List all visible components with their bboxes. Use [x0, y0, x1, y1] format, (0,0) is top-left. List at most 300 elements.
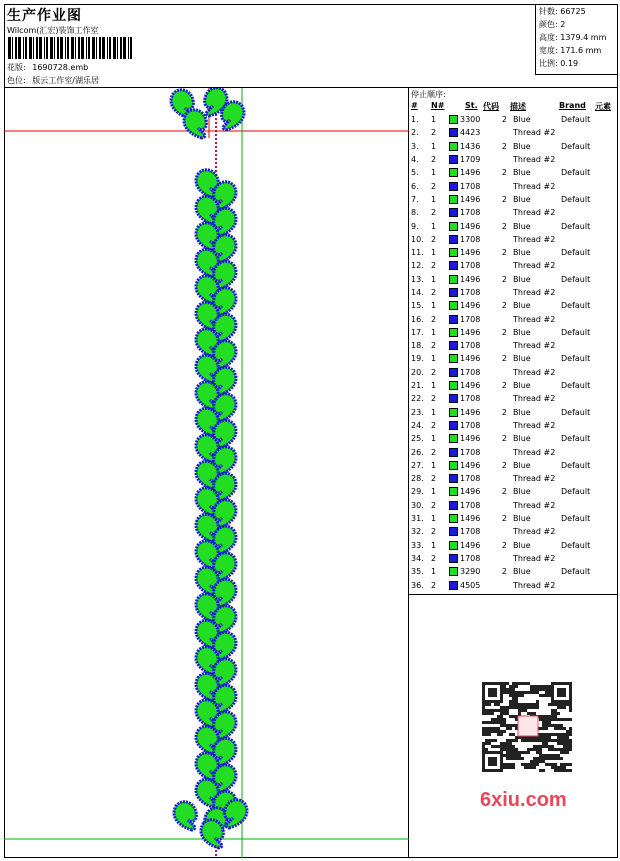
qr-module	[500, 769, 503, 772]
qr-module	[563, 691, 566, 694]
row-number: 6.	[411, 181, 419, 191]
col-header-element: 元素	[595, 102, 611, 111]
row-brand: Default	[561, 274, 591, 284]
row-description: Thread #2	[513, 474, 556, 484]
row-code	[483, 233, 513, 246]
qr-module	[569, 769, 572, 772]
qr-module	[509, 745, 512, 748]
qr-module	[551, 718, 554, 721]
qr-module	[509, 727, 512, 730]
qr-module	[506, 691, 509, 694]
qr-module	[569, 742, 572, 745]
qr-module	[503, 706, 506, 709]
qr-module	[551, 745, 554, 748]
row-needle: 2	[431, 261, 437, 271]
qr-module	[512, 733, 515, 736]
qr-module	[563, 718, 566, 721]
table-row	[409, 565, 603, 578]
row-description: Blue	[513, 540, 531, 550]
qr-module	[542, 739, 545, 742]
qr-module	[569, 703, 572, 706]
qr-module	[491, 730, 494, 733]
qr-module	[500, 694, 503, 697]
color-swatch	[449, 115, 458, 124]
qr-module	[521, 682, 524, 685]
color-swatch	[449, 195, 458, 204]
row-needle: 1	[431, 194, 437, 204]
row-description: Blue	[513, 194, 531, 204]
row-description: Blue	[513, 274, 531, 284]
qr-module	[548, 736, 551, 739]
qr-module	[539, 688, 542, 691]
barcode-bar	[109, 37, 111, 59]
design-preview-panel	[4, 88, 409, 858]
qr-module	[533, 712, 536, 715]
qr-module	[557, 718, 560, 721]
qr-module	[557, 694, 560, 697]
row-number: 34.	[411, 553, 424, 563]
table-row	[409, 166, 603, 179]
qr-module	[506, 712, 509, 715]
barcode-bar	[44, 37, 45, 59]
row-needle: 1	[431, 460, 437, 470]
row-number: 30.	[411, 500, 424, 510]
row-needle: 2	[431, 447, 437, 457]
qr-module	[506, 751, 509, 754]
qr-module	[548, 748, 551, 751]
qr-module	[482, 709, 485, 712]
qr-module	[500, 709, 503, 712]
qr-module	[509, 691, 512, 694]
barcode-bar	[12, 37, 13, 59]
row-brand: Default	[561, 540, 591, 550]
qr-module	[491, 688, 494, 691]
qr-module	[509, 688, 512, 691]
qr-module	[527, 703, 530, 706]
qr-module	[551, 691, 554, 694]
qr-module	[557, 754, 560, 757]
row-stitches: 1496	[460, 434, 481, 444]
row-needle: 2	[431, 181, 437, 191]
qr-module	[509, 694, 512, 697]
qr-module	[482, 721, 485, 724]
qr-module	[569, 694, 572, 697]
qr-module	[509, 748, 512, 751]
qr-module	[527, 706, 530, 709]
qr-module	[569, 697, 572, 700]
qr-module	[500, 751, 503, 754]
row-stitches: 1708	[460, 341, 481, 351]
qr-module	[488, 769, 491, 772]
row-description: Thread #2	[513, 341, 556, 351]
barcode-bar	[54, 37, 55, 59]
qr-module	[482, 766, 485, 769]
qr-module	[569, 706, 572, 709]
panel-divider	[409, 594, 618, 595]
design-value: 1690728.emb	[32, 63, 89, 72]
qr-module	[542, 727, 545, 730]
qr-module	[482, 727, 485, 730]
row-description: Blue	[513, 407, 531, 417]
qr-module	[503, 721, 506, 724]
qr-module	[515, 754, 518, 757]
qr-module	[563, 739, 566, 742]
qr-module	[542, 757, 545, 760]
row-description: Thread #2	[513, 261, 556, 271]
qr-module	[533, 703, 536, 706]
qr-module	[500, 724, 503, 727]
qr-module	[491, 682, 494, 685]
row-description: Blue	[513, 168, 531, 178]
row-stitches: 1496	[460, 487, 481, 497]
qr-module	[548, 745, 551, 748]
qr-module	[515, 685, 518, 688]
qr-module	[536, 739, 539, 742]
qr-module	[512, 688, 515, 691]
row-brand: Default	[561, 381, 591, 391]
qr-module	[539, 754, 542, 757]
color-swatch	[449, 461, 458, 470]
qr-module	[491, 721, 494, 724]
stitch-count: 针数: 66725	[539, 7, 586, 16]
qr-module	[494, 709, 497, 712]
qr-module	[524, 682, 527, 685]
qr-module	[500, 706, 503, 709]
row-brand	[561, 339, 603, 352]
qr-module	[482, 700, 485, 703]
color-swatch	[449, 514, 458, 523]
qr-module	[566, 763, 569, 766]
table-row	[409, 193, 603, 206]
qr-module	[566, 700, 569, 703]
qr-module	[500, 757, 503, 760]
table-row	[409, 352, 603, 365]
qr-module	[509, 706, 512, 709]
qr-module	[494, 763, 497, 766]
color-swatch	[449, 222, 458, 231]
row-description: Blue	[513, 460, 531, 470]
qr-module	[500, 742, 503, 745]
qr-module	[563, 742, 566, 745]
row-needle: 1	[431, 327, 437, 337]
row-brand: Default	[561, 487, 591, 497]
row-number: 2.	[411, 128, 419, 138]
table-row	[409, 179, 603, 192]
qr-module	[512, 763, 515, 766]
qr-module	[518, 682, 521, 685]
qr-module	[491, 745, 494, 748]
qr-module	[533, 691, 536, 694]
qr-module	[524, 739, 527, 742]
color-swatch	[449, 448, 458, 457]
qr-logo	[518, 716, 538, 736]
barcode-bar	[23, 37, 24, 59]
qr-module	[539, 745, 542, 748]
qr-module	[551, 754, 554, 757]
qr-module	[536, 757, 539, 760]
color-swatch	[449, 261, 458, 270]
qr-module	[491, 718, 494, 721]
qr-module	[539, 733, 542, 736]
row-number: 17.	[411, 327, 424, 337]
qr-module	[524, 691, 527, 694]
row-code: 2	[501, 274, 507, 284]
qr-module	[530, 712, 533, 715]
row-stitches: 1708	[460, 261, 481, 271]
qr-module	[545, 685, 548, 688]
color-count: 颜色: 2	[539, 20, 566, 29]
qr-module	[512, 748, 515, 751]
qr-module	[560, 769, 563, 772]
qr-module	[497, 703, 500, 706]
qr-module	[518, 712, 521, 715]
qr-module	[563, 769, 566, 772]
qr-module	[536, 700, 539, 703]
qr-module	[494, 694, 497, 697]
qr-module	[521, 706, 524, 709]
row-code: 2	[501, 514, 507, 524]
col-header-code: 代码	[483, 102, 499, 111]
row-code	[483, 153, 513, 166]
qr-module	[548, 754, 551, 757]
row-stitches: 1709	[460, 155, 481, 165]
qr-module	[485, 700, 488, 703]
row-brand: Default	[561, 354, 591, 364]
color-swatch	[449, 581, 458, 590]
row-needle: 1	[431, 514, 437, 524]
row-number: 14.	[411, 288, 424, 297]
qr-module	[566, 682, 569, 685]
qr-module	[554, 763, 557, 766]
qr-module	[527, 763, 530, 766]
row-brand: Default	[561, 567, 591, 577]
color-swatch	[449, 368, 458, 377]
row-stitches: 3290	[460, 567, 481, 577]
watermark: 6xiu.com	[480, 789, 567, 811]
row-code	[483, 419, 513, 432]
row-needle: 2	[431, 128, 437, 138]
row-description: Thread #2	[513, 288, 556, 297]
qr-module	[491, 709, 494, 712]
qr-module	[491, 700, 494, 703]
qr-module	[482, 712, 485, 715]
color-swatch	[449, 527, 458, 536]
qr-module	[518, 691, 521, 694]
row-needle: 2	[431, 394, 437, 404]
qr-module	[482, 706, 485, 709]
row-brand: Default	[561, 248, 591, 258]
qr-module	[506, 727, 509, 730]
row-code	[483, 445, 513, 458]
qr-module	[500, 733, 503, 736]
row-brand	[561, 499, 603, 512]
qr-module	[563, 763, 566, 766]
qr-module	[506, 739, 509, 742]
qr-module	[512, 739, 515, 742]
qr-module	[491, 763, 494, 766]
qr-module	[518, 706, 521, 709]
row-needle: 1	[431, 434, 437, 444]
row-number: 19.	[411, 354, 424, 364]
qr-module	[503, 724, 506, 727]
row-code	[483, 126, 513, 139]
row-stitches: 1708	[460, 527, 481, 537]
row-code: 2	[501, 354, 507, 364]
qr-module	[554, 715, 557, 718]
qr-module	[563, 748, 566, 751]
qr-module	[533, 706, 536, 709]
barcode-bar	[25, 37, 27, 59]
row-description: Blue	[513, 567, 531, 577]
qr-module	[494, 682, 497, 685]
barcode-bar	[46, 37, 48, 59]
qr-module	[545, 742, 548, 745]
qr-module	[530, 763, 533, 766]
qr-module	[488, 694, 491, 697]
qr-module	[569, 727, 572, 730]
qr-module	[554, 700, 557, 703]
color-swatch	[449, 128, 458, 137]
qr-module	[545, 754, 548, 757]
qr-module	[485, 727, 488, 730]
color-swatch	[449, 182, 458, 191]
table-row	[409, 552, 603, 565]
row-needle: 2	[431, 367, 437, 377]
qr-module	[503, 754, 506, 757]
color-swatch	[449, 487, 458, 496]
table-row	[409, 392, 603, 405]
qr-module	[488, 700, 491, 703]
row-stitches: 1496	[460, 407, 481, 417]
barcode-bar	[29, 37, 32, 59]
qr-module	[482, 733, 485, 736]
qr-module	[488, 691, 491, 694]
qr-module	[539, 751, 542, 754]
qr-module	[548, 703, 551, 706]
qr-module	[554, 727, 557, 730]
qr-module	[497, 715, 500, 718]
row-brand: Default	[561, 141, 591, 151]
barcode-bar	[128, 37, 129, 59]
row-needle: 1	[431, 168, 437, 178]
qr-module	[509, 685, 512, 688]
row-stitches: 1496	[460, 514, 481, 524]
qr-module	[542, 715, 545, 718]
qr-module	[566, 703, 569, 706]
qr-module	[521, 694, 524, 697]
qr-module	[557, 691, 560, 694]
table-row	[409, 233, 603, 246]
qr-module	[557, 736, 560, 739]
qr-module	[515, 682, 518, 685]
row-code: 2	[501, 381, 507, 391]
qr-module	[551, 766, 554, 769]
qr-module	[563, 682, 566, 685]
qr-module	[506, 742, 509, 745]
row-needle: 1	[431, 115, 437, 125]
qr-module	[482, 730, 485, 733]
row-number: 21.	[411, 381, 424, 391]
qr-module	[515, 748, 518, 751]
qr-module	[536, 745, 539, 748]
qr-module	[500, 712, 503, 715]
table-row	[409, 140, 603, 153]
qr-module	[512, 757, 515, 760]
qr-module	[536, 685, 539, 688]
qr-module	[512, 682, 515, 685]
qr-module	[545, 745, 548, 748]
row-brand: Default	[561, 327, 591, 337]
qr-module	[566, 742, 569, 745]
qr-module	[551, 697, 554, 700]
row-brand	[561, 259, 603, 272]
row-code: 2	[501, 407, 507, 417]
qr-module	[512, 700, 515, 703]
barcode-bar	[57, 37, 59, 59]
row-number: 16.	[411, 314, 424, 324]
qr-module	[509, 739, 512, 742]
qr-module	[542, 733, 545, 736]
qr-module	[542, 694, 545, 697]
qr-module	[554, 748, 557, 751]
row-stitches: 1496	[460, 221, 481, 231]
qr-module	[560, 757, 563, 760]
qr-module	[536, 688, 539, 691]
qr-module	[548, 691, 551, 694]
colorpos-label: 色位:	[7, 76, 26, 85]
qr-module	[509, 724, 512, 727]
qr-module	[485, 712, 488, 715]
row-stitches: 1496	[460, 274, 481, 284]
qr-module	[488, 730, 491, 733]
qr-module	[503, 766, 506, 769]
row-code	[483, 259, 513, 272]
qr-module	[518, 754, 521, 757]
qr-module	[548, 688, 551, 691]
qr-module	[488, 688, 491, 691]
paisley-leaf	[201, 820, 223, 848]
row-stitches: 4423	[460, 128, 481, 138]
qr-module	[506, 766, 509, 769]
qr-module	[560, 763, 563, 766]
barcode-bar	[71, 37, 74, 59]
table-row	[409, 113, 603, 126]
row-stitches: 1496	[460, 540, 481, 550]
row-description: Thread #2	[513, 527, 556, 537]
qr-module	[530, 691, 533, 694]
qr-module	[530, 706, 533, 709]
barcode-bar	[18, 37, 21, 59]
color-swatch	[449, 248, 458, 257]
col-header-st: St.	[465, 101, 478, 110]
qr-module	[554, 712, 557, 715]
qr-module	[539, 760, 542, 763]
row-description: Blue	[513, 434, 531, 444]
qr-module	[569, 718, 572, 721]
row-number: 36.	[411, 580, 424, 590]
qr-module	[563, 706, 566, 709]
company-name: Wilcom(汇宏)装饰工作室	[7, 26, 99, 35]
qr-module	[560, 706, 563, 709]
qr-module	[563, 703, 566, 706]
qr-module	[539, 727, 542, 730]
qr-module	[533, 757, 536, 760]
qr-module	[542, 745, 545, 748]
qr-module	[509, 766, 512, 769]
color-swatch	[449, 328, 458, 337]
qr-module	[482, 754, 485, 757]
color-swatch	[449, 208, 458, 217]
